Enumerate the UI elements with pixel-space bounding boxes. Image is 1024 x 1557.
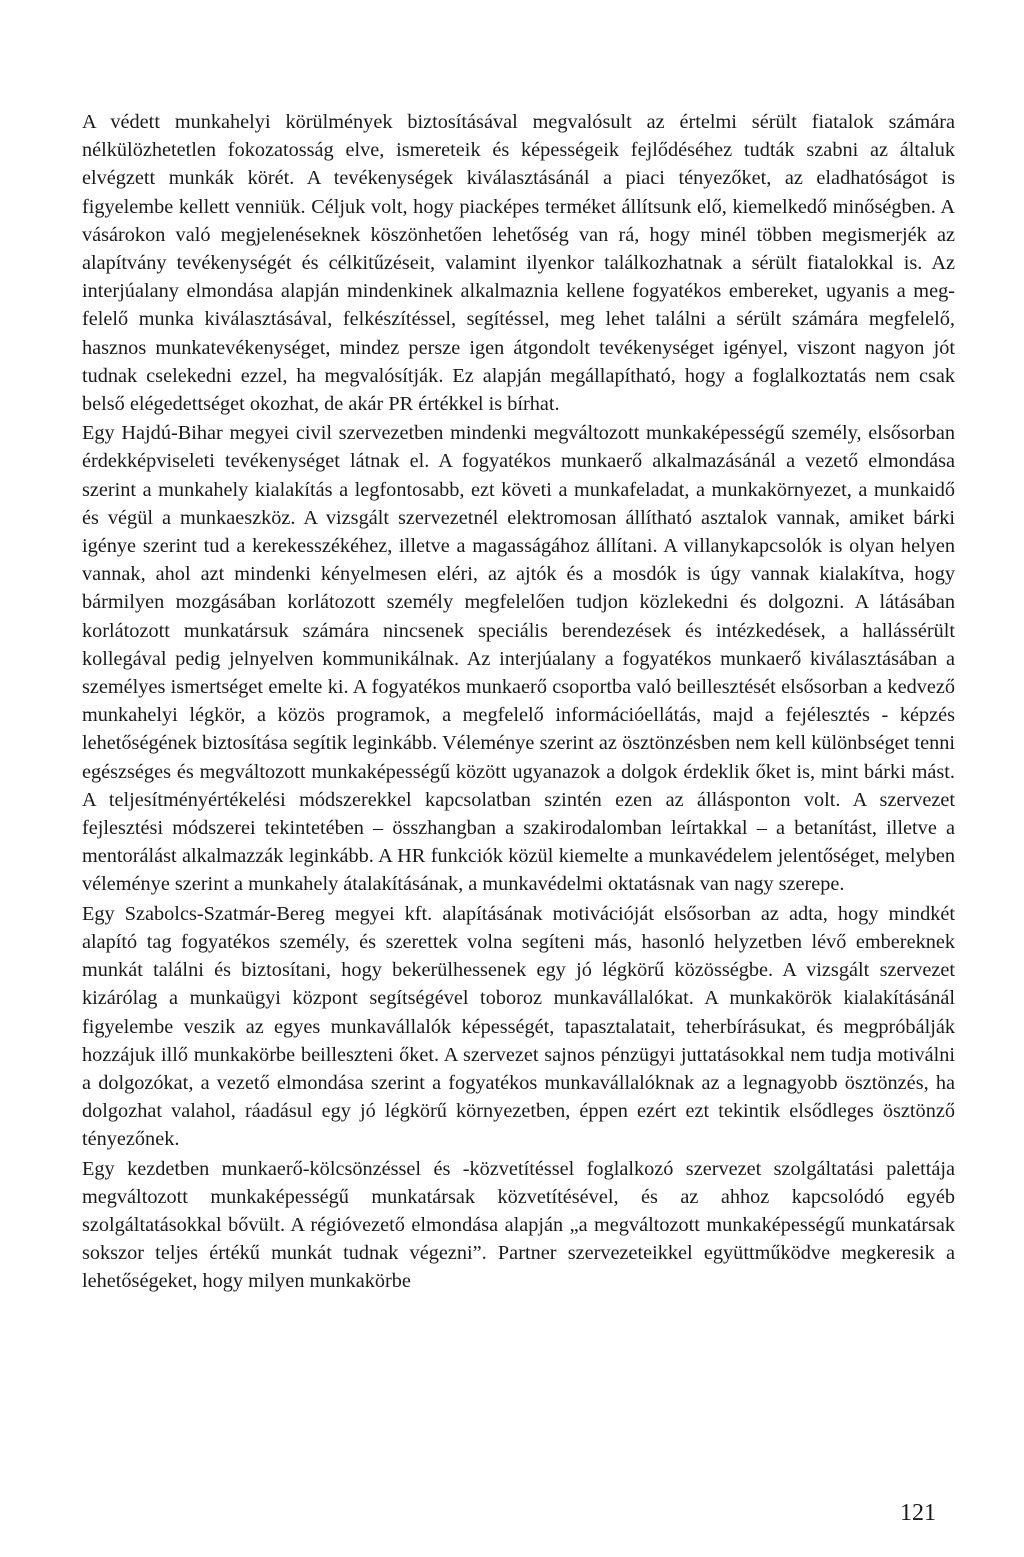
paragraph-2: Egy Hajdú-Bihar megyei civil szervezetben mindenki megváltozott munkaképességű személy, elsősorban érdekképviseleti tevékenységet látnak el. A fogyatékos munkaerő alkalmazásánál a vezető elmondása szerint a munkahely kialakítás a legfontosabb, ezt követi a munkafeladat, a munkakörnyezet, a munkaidő és végül a munkaeszköz. A vizsgált szervezetnél elektromosan állítható asztalok vannak, amiket bárki igénye szerint tud a kerekesszékéhez, illetve a magasságához állítani. A villanykapcsolók is olyan helyen vannak, ahol azt mindenki kényelmesen eléri, az ajtók és a mosdók is úgy vannak kialakítva, hogy bármilyen mozgásában korlátozott személy megfelelően tudjon közlekedni és dolgozni. A látásában korlátozott munkatársuk számára nincsenek speciális berendezések és intézkedések, a hallássérült kollegával pedig jelnyelven kommunikálnak. Az interjúalany a fogyatékos munkaerő kiválasztásában a személyes ismertséget emelte ki. A fogyatékos munkaerő csoportba való beillesztését elsősorban a kedvező munkahelyi légkör, a közös programok, a megfelelő információellátás, majd a fejélesztés - képzés lehetőségének biztosítása segítik leginkább. Véleménye szerint az ösztönzésben nem kell különbséget tenni egészséges és megváltozott munkaképességű között ugyanazok a dolgok érdeklik őket is, mint bárki mást. A teljesítményértékelési módszerekkel kapcsolatban szintén ezen az állásponton volt. A szervezet fejlesztési módszerei tekintetében – összhangban a szakirodalomban leírtakkal – a betanítást, illetve a mentorálást alkalmazzák leginkább. A HR funkciók közül kiemelte a munkavédelem jelentőséget, melyben véleménye szerint a munkahely átalakításának, a munkavédelmi oktatásnak van nagy szerepe.	[82, 422, 955, 896]
paragraph-1: A védett munkahelyi körülmények biztosításával megvalósult az értelmi sérült fiatalok számára nélkülözhetetlen fokozatosság elve, ismereteik és képességeik fejlődéséhez tudták szabni az általuk elvégzett munkák körét. A tevékenységek kiválasztásánál a piaci tényezőket, az eladhatóságot is figyelembe kellett venniük. Céljuk volt, hogy piacképes terméket állítsunk elő, kiemelkedő minőségben. A vásárokon való megjelenéseknek köszönhetően lehetőség van rá, hogy minél többen megismerjék az alapítvány tevékenységét és célkitűzéseit, valamint ilyenkor találkozhatnak a sérült fiatalokkal is. Az interjúalany elmondása alapján mindenkinek alkalmaznia kellene fogyatékos embereket, ugyanis a megfelelő munka kiválasztásával, felkészítéssel, segítéssel, meg lehet találni a sérült számára megfelelő, hasznos munkatevékenységet, mindez persze igen átgondolt tevékenységet igényel, viszont nagyon jót tudnak cselekedni ezzel, ha megvalósítják. Ez alapján megállapítható, hogy a foglalkoztatás nem csak belső elégedettséget okozhat, de akár PR értékkel is bírhat.	[82, 111, 955, 416]
paragraph-3: Egy Szabolcs-Szatmár-Bereg megyei kft. alapításának motivációját elsősorban az adta, hogy mindkét alapító tag fogyatékos személy, és szerettek volna segíteni más, hasonló helyzetben lévő embereknek munkát találni és biztosítani, hogy bekerülhessenek egy jó légkörű közösségbe. A vizsgált szervezet kizárólag a munkaügyi központ segítségével toboroz munkavállalókat. A munkakörök kialakításánál figyelembe veszik az egyes munkavállalók képességét, tapasztalatait, teherbírásukat, és megpróbálják hozzájuk illő munkakörbe beilleszteni őket. A szervezet sajnos pénzügyi juttatásokkal nem tudja motiválni a dolgozókat, a vezető elmondása szerint a fogyatékos munkavállalóknak az a legnagyobb ösztönzés, ha dolgozhat valahol, ráadásul egy jó légkörű környezetben, éppen ezért ezt tekintik elsődleges ösztönző tényezőnek.	[82, 902, 955, 1151]
page-number: 121	[900, 1500, 936, 1526]
paragraph-4: Egy kezdetben munkaerő-kölcsönzéssel és -közvetítéssel foglalkozó szervezet szolgáltatási palettája megváltozott munkaképességű munkatársak közvetítésével, és az ahhoz kapcsolódó egyéb szolgáltatásokkal bővült. A régióvezető elmondása alapján „a megváltozott munkaképességű munkatársak sokszor teljes értékű munkát tudnak végezni”. Partner szervezeteikkel együttműködve megkeresik a lehetőségeket, hogy milyen munkakörbe	[82, 1157, 955, 1293]
page-body	[82, 108, 955, 1296]
